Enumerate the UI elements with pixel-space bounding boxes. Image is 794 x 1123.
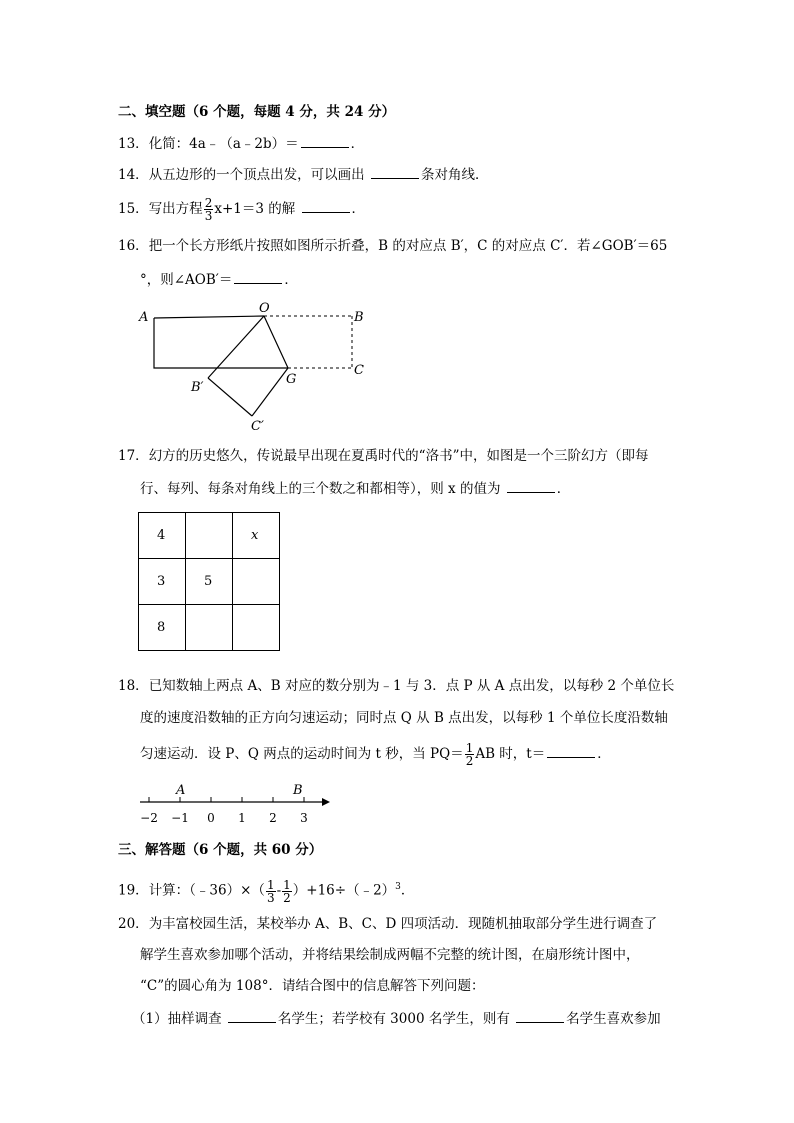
question-16-line2: °，则∠AOB′＝ ．: [140, 269, 298, 290]
point-label-B: B: [293, 783, 303, 798]
question-20-line2: 解学生喜欢参加哪个活动，并将结果绘制成两幅不完整的统计图，在扇形统计图中，: [140, 947, 640, 963]
answer-blank[interactable]: [516, 1008, 564, 1023]
axis-tick-label: 2: [269, 811, 277, 825]
magic-cell: 5: [186, 559, 233, 605]
question-17-line2: 行、每列、每条对角线上的三个数之和都相等），则 x 的值为 ．: [140, 478, 570, 499]
answer-blank[interactable]: [234, 269, 282, 284]
magic-cell: x: [233, 513, 280, 559]
label-O: O: [259, 301, 270, 316]
label-G: G: [286, 372, 297, 387]
magic-cell: 4: [139, 513, 186, 559]
edge-BpCp: [208, 378, 252, 416]
answer-blank[interactable]: [302, 198, 350, 213]
question-17-line1: 17．幻方的历史悠久，传说最早出现在夏禹时代的“洛书”中，如图是一个三阶幻方（即每: [118, 448, 649, 464]
answer-blank[interactable]: [547, 743, 595, 758]
question-20-line3: “C”的圆心角为 108°．请结合图中的信息解答下列问题：: [140, 978, 485, 994]
question-15: 15．写出方程 $\frac{2}{3}$ x+1＝3 的解 ．: [118, 196, 366, 223]
fraction: $\frac{1}{3}$: [266, 877, 275, 905]
answer-blank[interactable]: [301, 133, 349, 148]
question-18-line2: 度的速度沿数轴的正方向匀速运动；同时点 Q 从 B 点出发，以每秒 1 个单位长度沿数轴: [140, 710, 668, 726]
axis-tick-label: −1: [171, 811, 189, 825]
magic-cell: [233, 605, 280, 651]
section2-title: 二、填空题（6 个题，每题 4 分，共 24 分）: [118, 104, 396, 120]
magic-cell: [186, 605, 233, 651]
question-18-line3: 匀速运动．设 P、Q 两点的运动时间为 t 秒，当 PQ＝ $\frac{1}{2}$ AB 时，t＝ ．: [140, 741, 611, 768]
answer-blank[interactable]: [507, 478, 555, 493]
label-A: A: [139, 310, 149, 325]
number-line: [136, 778, 336, 828]
magic-cell: [233, 559, 280, 605]
label-C-prime: C′: [251, 419, 264, 434]
question-14: 14．从五边形的一个顶点出发，可以画出 条对角线．: [118, 164, 488, 185]
axis-tick-label: 1: [238, 811, 246, 825]
label-B-prime: B′: [191, 380, 204, 395]
fraction: $\frac{1}{2}$: [283, 877, 291, 905]
question-16-line1: 16．把一个长方形纸片按照如图所示折叠，B 的对应点 B′，C 的对应点 C′．若∠GOB′＝65: [118, 238, 668, 254]
magic-cell: 8: [139, 605, 186, 651]
magic-cell: [186, 513, 233, 559]
edge-AO: [154, 316, 264, 318]
question-20-sub1: （1）抽样调查 名学生；若学校有 3000 名学生，则有 名学生喜欢参加: [132, 1008, 661, 1029]
axis-arrow-icon: [322, 798, 330, 806]
fraction: $\frac{2}{3}$: [204, 196, 213, 223]
section3-title: 三、解答题（6 个题，共 60 分）: [118, 842, 323, 858]
point-label-A: A: [176, 783, 186, 798]
fold-OG: [264, 316, 288, 368]
folding-figure: [130, 298, 380, 438]
question-19: 19．计算：（﹣36）×（ $\frac{1}{3}$ - $\frac{1}{2}$ ）+16÷（﹣2）$^3$．: [118, 877, 415, 905]
edge-OBp: [208, 316, 264, 378]
edge-CpG: [252, 368, 288, 416]
label-C: C: [354, 363, 364, 378]
fraction: $\frac{1}{2}$: [465, 741, 474, 768]
label-B: B: [354, 310, 364, 325]
magic-square: [138, 512, 280, 651]
question-13: 13．化简：4a﹣（a﹣2b）＝ ．: [118, 133, 364, 154]
axis-tick-label: 0: [207, 811, 215, 825]
magic-cell: 3: [139, 559, 186, 605]
answer-blank[interactable]: [371, 164, 419, 179]
axis-tick-label: 3: [300, 811, 308, 825]
answer-blank[interactable]: [228, 1008, 276, 1023]
axis-tick-label: −2: [140, 811, 158, 825]
question-20-line1: 20．为丰富校园生活，某校举办 A、B、C、D 四项活动．现随机抽取部分学生进行调查了: [118, 916, 658, 932]
question-18-line1: 18．已知数轴上两点 A、B 对应的数分别为﹣1 与 3．点 P 从 A 点出发，以每秒 2 个单位长: [118, 678, 675, 694]
